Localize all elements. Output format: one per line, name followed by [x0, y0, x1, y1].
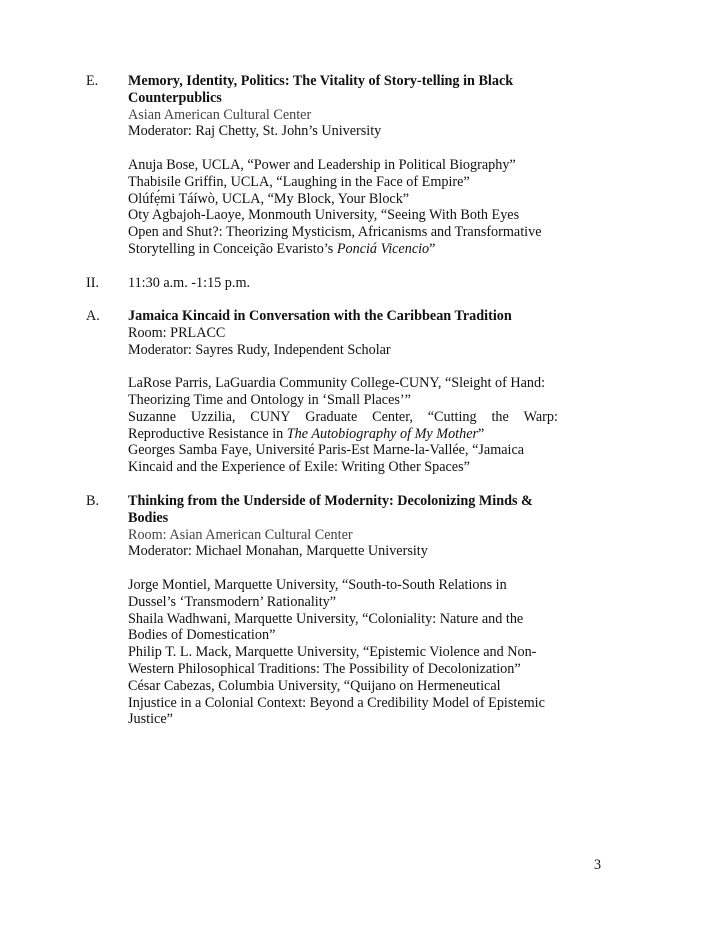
panel-room: Room: Asian American Cultural Center — [128, 526, 353, 543]
panel-title-continued: Bodies — [128, 509, 169, 526]
presenter-entry-line: Dussel’s ‘Transmodern’ Rationality” — [128, 593, 337, 610]
panel-title: Memory, Identity, Politics: The Vitality of Story-telling in Black — [128, 73, 514, 89]
presenter-entry: Suzanne Uzzilia, CUNY Graduate Center, “Cutting the Warp: — [128, 408, 558, 425]
presenter-entry: Thabisile Griffin, UCLA, “Laughing in the Face of Empire” — [128, 173, 470, 190]
panel-e — [88, 73, 558, 258]
entry-text: ” — [429, 240, 436, 257]
presenter-entry: Georges Samba Faye, Université Paris-Est Marne-la-Vallée, “Jamaica — [128, 442, 525, 459]
presenter-entry: Olúfẹ́mi Táíwò, UCLA, “My Block, Your Block” — [128, 190, 410, 207]
presenter-entry-line: Kincaid and the Experience of Exile: Writing Other Spaces” — [128, 459, 470, 476]
presenter-entry: Shaila Wadhwani, Marquette University, “Coloniality: Nature and the — [128, 610, 524, 627]
entry-text: Storytelling in Conceição Evaristo’s — [128, 240, 337, 257]
presenter-entry-line: Open and Shut?: Theorizing Mysticism, Africanisms and Transformative — [128, 224, 542, 241]
presenter-entry: Oty Agbajoh-Laoye, Monmouth University, “Seeing With Both Eyes — [128, 207, 520, 224]
presenter-entry-line: Western Philosophical Traditions: The Possibility of Decolonization” — [128, 660, 521, 677]
session-marker: II. — [86, 275, 99, 291]
panel-moderator: Moderator: Sayres Rudy, Independent Scholar — [128, 341, 391, 358]
panel-marker: E. — [86, 73, 99, 89]
presenter-entry: Jorge Montiel, Marquette University, “South-to-South Relations in — [128, 576, 507, 593]
panel-room: Asian American Cultural Center — [128, 106, 312, 123]
panel-marker: A. — [86, 308, 100, 324]
presenter-entry: César Cabezas, Columbia University, “Quijano on Hermeneutical — [128, 677, 501, 694]
panel-a — [88, 308, 558, 476]
panel-marker: B. — [86, 493, 100, 509]
session-ii — [88, 275, 558, 292]
panel-moderator: Moderator: Michael Monahan, Marquette University — [128, 543, 428, 560]
presenter-entry-line: Theorizing Time and Ontology in ‘Small Places’” — [128, 391, 411, 408]
work-title: The Autobiography of My Mother — [286, 425, 479, 442]
presenter-entry-line — [128, 426, 558, 443]
presenter-entry-line: Injustice in a Colonial Context: Beyond a Credibility Model of Epistemic — [128, 694, 545, 711]
panel-b — [88, 493, 558, 728]
presenter-entry: Philip T. L. Mack, Marquette University, “Epistemic Violence and Non- — [128, 644, 537, 661]
entry-text: ” — [478, 425, 485, 442]
work-title: Ponciá Vicencio — [336, 240, 430, 257]
presenter-entry-line: Justice” — [128, 711, 173, 728]
page-number: 3 — [594, 857, 602, 873]
entry-text: Reproductive Resistance in — [128, 425, 287, 442]
presenter-entry: LaRose Parris, LaGuardia Community College-CUNY, “Sleight of Hand: — [128, 375, 546, 392]
presenter-entry-line: Bodies of Domestication” — [128, 627, 276, 644]
panel-title: Jamaica Kincaid in Conversation with the Caribbean Tradition — [128, 308, 512, 324]
session-time: 11:30 a.m. -1:15 p.m. — [128, 275, 251, 291]
presenter-entry-line — [128, 241, 558, 258]
presenter-entry: Anuja Bose, UCLA, “Power and Leadership in Political Biography” — [128, 156, 516, 173]
panel-room: Room: PRLACC — [128, 324, 226, 341]
panel-title: Thinking from the Underside of Modernity: Decolonizing Minds & — [128, 493, 533, 509]
panel-moderator: Moderator: Raj Chetty, St. John’s University — [128, 123, 382, 140]
panel-title-continued: Counterpublics — [128, 89, 222, 106]
